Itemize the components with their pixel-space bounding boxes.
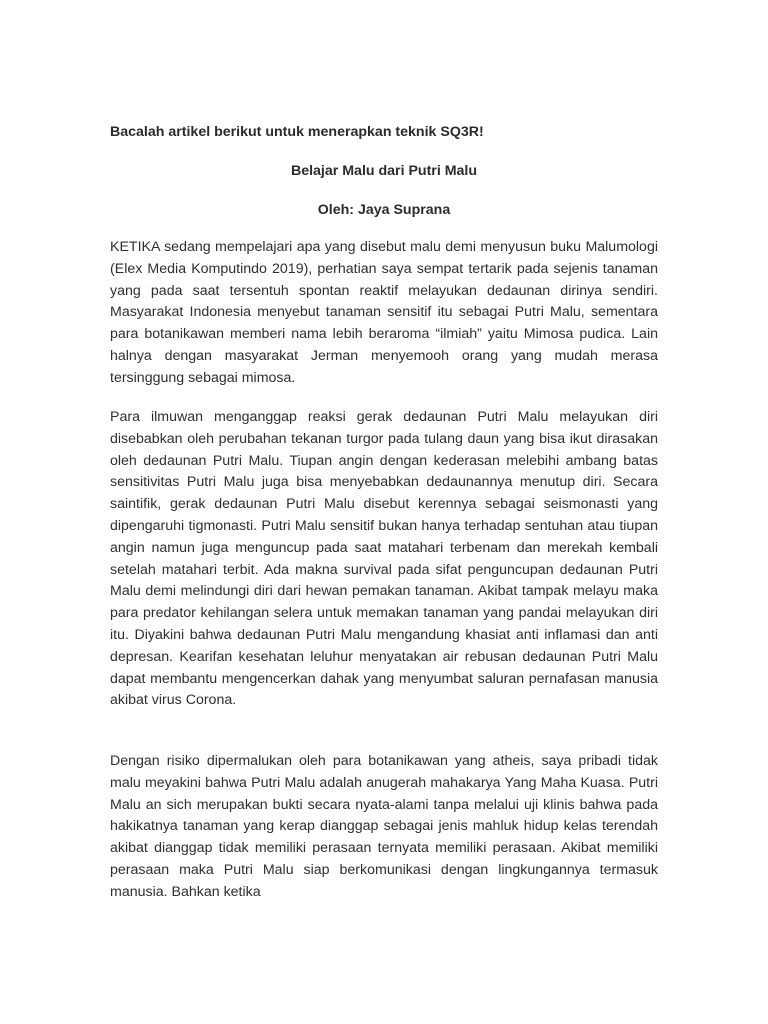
paragraph-2: Para ilmuwan menganggap reaksi gerak dedaunan Putri Malu melayukan diri disebabkan oleh perubahan tekanan turgor pada tulang daun yang bisa ikut dirasakan oleh dedaunan Putri Malu. Tiupan angin dengan kederasan melebihi ambang batas sensitivitas Putri Malu juga bisa menyebabkan dedaunannya menutup diri. Secara saintifik, gerak dedaunan Putri Malu disebut kerennya sebagai seismonasti yang dipengaruhi tigmonasti. Putri Malu sensitif bukan hanya terhadap sentuhan atau tiupan angin namun juga menguncup pada saat matahari terbenam dan merekah kembali setelah matahari terbit. Ada makna survival pada sifat penguncupan dedaunan Putri Malu demi melindungi diri dari hewan pemakan tanaman. Akibat tampak melayu maka para predator kehilangan selera untuk memakan tanaman yang pandai melayukan diri itu. Diyakini bahwa dedaunan Putri Malu mengandung khasiat anti inflamasi dan anti depresan. Kearifan kesehatan leluhur menyatakan air rebusan dedaunan Putri Malu dapat membantu mengencerkan dahak yang menyumbat saluran pernafasan manusia akibat virus Corona. — [110, 409, 658, 709]
article-author: Oleh: Jaya Suprana — [317, 202, 451, 218]
instruction-heading: Bacalah artikel berikut untuk menerapkan teknik SQ3R! — [110, 124, 484, 140]
paragraph-3: Dengan risiko dipermalukan oleh para botanikawan yang atheis, saya pribadi tidak malu meyakini bahwa Putri Malu adalah anugerah mahakarya Yang Maha Kuasa. Putri Malu an sich merupakan bukti secara nyata-alami tanpa melalui uji klinis bahwa pada hakikatnya tanaman yang kerap dianggap sebagai jenis mahluk hidup kelas terendah akibat dianggap tidak memiliki perasaan ternyata memiliki perasaan. Akibat memiliki perasaan maka Putri Malu siap berkomunikasi dengan lingkungannya termasuk manusia. Bahkan ketika — [110, 753, 658, 900]
article-title: Belajar Malu dari Putri Malu — [290, 163, 478, 179]
paragraph-1: KETIKA sedang mempelajari apa yang disebut malu demi menyusun buku Malumologi (Elex Media Komputindo 2019), perhatian saya sempat tertarik pada sejenis tanaman yang pada saat tersentuh spontan reaktif melayukan dedaunan dirinya sendiri. Masyarakat Indonesia menyebut tanaman sensitif itu sebagai Putri Malu, sementara para botanikawan memberi nama lebih beraroma “ilmiah” yaitu Mimosa pudica. Lain halnya dengan masyarakat Jerman menyemooh orang yang mudah merasa tersinggung sebagai mimosa. — [110, 239, 658, 386]
